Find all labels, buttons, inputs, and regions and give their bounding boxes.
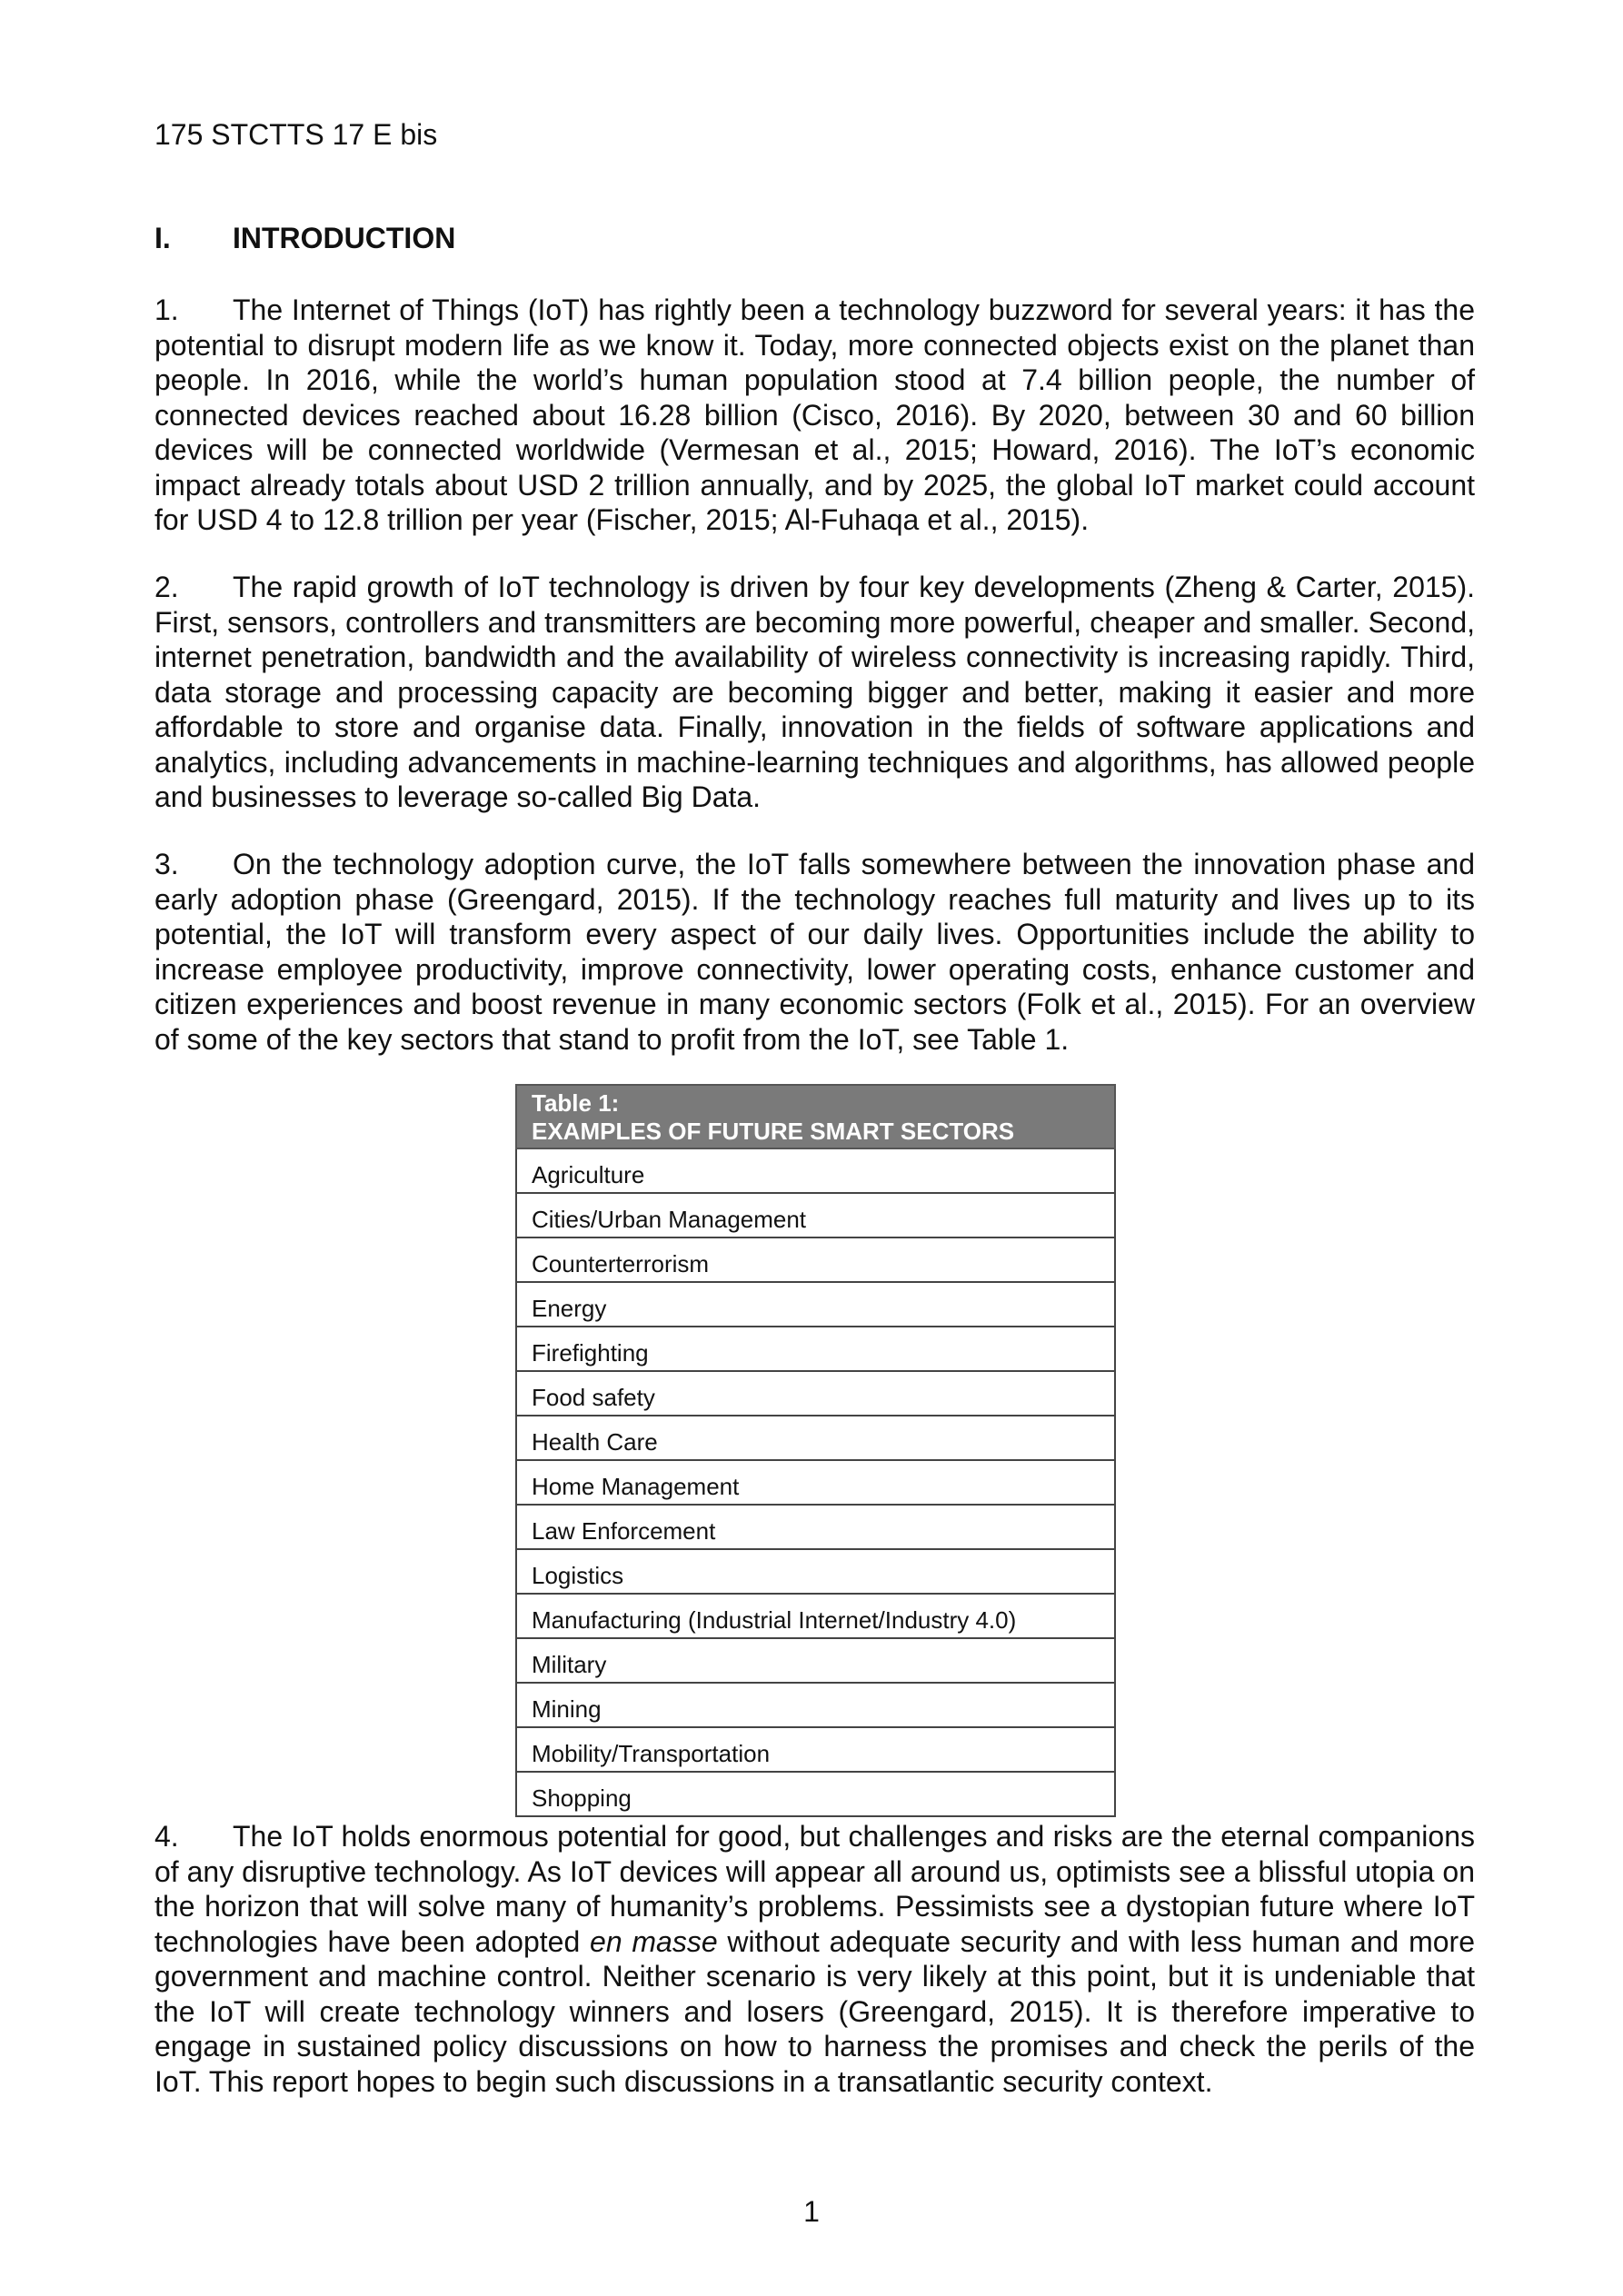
table-row: [516, 1193, 1115, 1237]
paragraph-number: 1.: [154, 293, 179, 326]
table-row: [516, 1594, 1115, 1638]
table-cell: Home Management: [516, 1460, 1115, 1505]
table-cell: Counterterrorism: [516, 1237, 1115, 1282]
table-cell: Agriculture: [516, 1148, 1115, 1193]
table-row: [516, 1505, 1115, 1549]
table-row: [516, 1638, 1115, 1683]
section-heading: [154, 220, 455, 256]
table-row: [516, 1237, 1115, 1282]
section-title: INTRODUCTION: [233, 222, 456, 254]
table-row: [516, 1148, 1115, 1193]
table-cell: Shopping: [516, 1772, 1115, 1816]
paragraph-number: 4.: [154, 1820, 179, 1853]
paragraph-1: [154, 293, 1475, 538]
table-cell: Law Enforcement: [516, 1505, 1115, 1549]
table-caption: [516, 1085, 1115, 1148]
table-row: [516, 1327, 1115, 1371]
paragraph-text: without adequate security and with less human and more government and machine control. Neither scenario is very likely at this point, but it is undeniable that the IoT will create technology winners and losers (Greengard, 2015). It is therefore imperative to engage in sustained policy discussions on how to harness the promises and check the perils of the IoT. This report hopes to begin such discussions in a transatlantic security context.: [154, 1924, 1476, 2098]
table-row: [516, 1416, 1115, 1460]
table-header-row: [516, 1085, 1115, 1148]
table-cell: Health Care: [516, 1416, 1115, 1460]
table-row: [516, 1460, 1115, 1505]
paragraph-4: [154, 1819, 1475, 2099]
table-cell: Mobility/Transportation: [516, 1727, 1115, 1772]
table-cell: Manufacturing (Industrial Internet/Industry 4.0): [516, 1594, 1115, 1638]
table-row: [516, 1772, 1115, 1816]
paragraph-3: [154, 847, 1475, 1057]
table-cell: Food safety: [516, 1371, 1115, 1416]
table-caption-title: EXAMPLES OF FUTURE SMART SECTORS: [532, 1118, 1015, 1145]
section-number: I.: [154, 222, 171, 254]
page-number: 1: [803, 2195, 820, 2228]
table-row: [516, 1683, 1115, 1727]
table-cell: Military: [516, 1638, 1115, 1683]
table-row: [516, 1727, 1115, 1772]
paragraph-number: 3.: [154, 848, 179, 880]
table-cell: Logistics: [516, 1549, 1115, 1594]
paragraph-text: The rapid growth of IoT technology is driven by four key developments (Zheng & Carter, 2015). First, sensors, controllers and transmitters are becoming more powerful, cheaper and smaller. Second, internet penetration, bandwidth and the availability of wireless connectivity is increasing rapidly. Third, data storage and processing capacity are becoming bigger and better, making it easier and more affordable to store and organise data. Finally, innovation in the fields of software applications and analytics, including advancements in machine-learning techniques and algorithms, has allowed people and businesses to leverage so-called Big Data.: [154, 571, 1475, 813]
paragraph-italic-text: en masse: [590, 1924, 718, 1958]
table-cell: Firefighting: [516, 1327, 1115, 1371]
table-row: [516, 1282, 1115, 1327]
table-row: [516, 1371, 1115, 1416]
document-reference: 175 STCTTS 17 E bis: [154, 118, 438, 151]
paragraph-number: 2.: [154, 571, 179, 603]
table-cell: Cities/Urban Management: [516, 1193, 1115, 1237]
table-cell: Energy: [516, 1282, 1115, 1327]
smart-sectors-table: [515, 1084, 1116, 1817]
paragraph-text: The IoT holds enormous potential for good, but challenges and risks are the eternal companions of any disruptive technology. As IoT devices will appear all around us, optimists see a blissful utopia on the horizon that will solve many of humanity’s problems. Pessimists see a dystopian future where IoT technologies have been adopted: [154, 1820, 1475, 1958]
table-cell: Mining: [516, 1683, 1115, 1727]
paragraph-text: On the technology adoption curve, the IoT falls somewhere between the innovation phase and early adoption phase (Greengard, 2015). If the technology reaches full maturity and lives up to its potential, the IoT will transform every aspect of our daily lives. Opportunities include the ability to increase employee productivity, improve connectivity, lower operating costs, enhance customer and citizen experiences and boost revenue in many economic sectors (Folk et al., 2015). For an overview of some of the key sectors that stand to profit from the IoT, see Table 1.: [154, 848, 1475, 1056]
table-caption-label: Table 1:: [532, 1089, 620, 1117]
paragraph-text: The Internet of Things (IoT) has rightly been a technology buzzword for several years: it has the potential to disrupt modern life as we know it. Today, more connected objects exist on the planet than people. In 2016, while the world’s human population stood at 7.4 billion people, the number of connected devices reached about 16.28 billion (Cisco, 2016). By 2020, between 30 and 60 billion devices will be connected worldwide (Vermesan et al., 2015; Howard, 2016). The IoT’s economic impact already totals about USD 2 trillion annually, and by 2025, the global IoT market could account for USD 4 to 12.8 trillion per year (Fischer, 2015; Al-Fuhaqa et al., 2015).: [154, 293, 1475, 536]
paragraph-2: [154, 570, 1475, 815]
table-row: [516, 1549, 1115, 1594]
